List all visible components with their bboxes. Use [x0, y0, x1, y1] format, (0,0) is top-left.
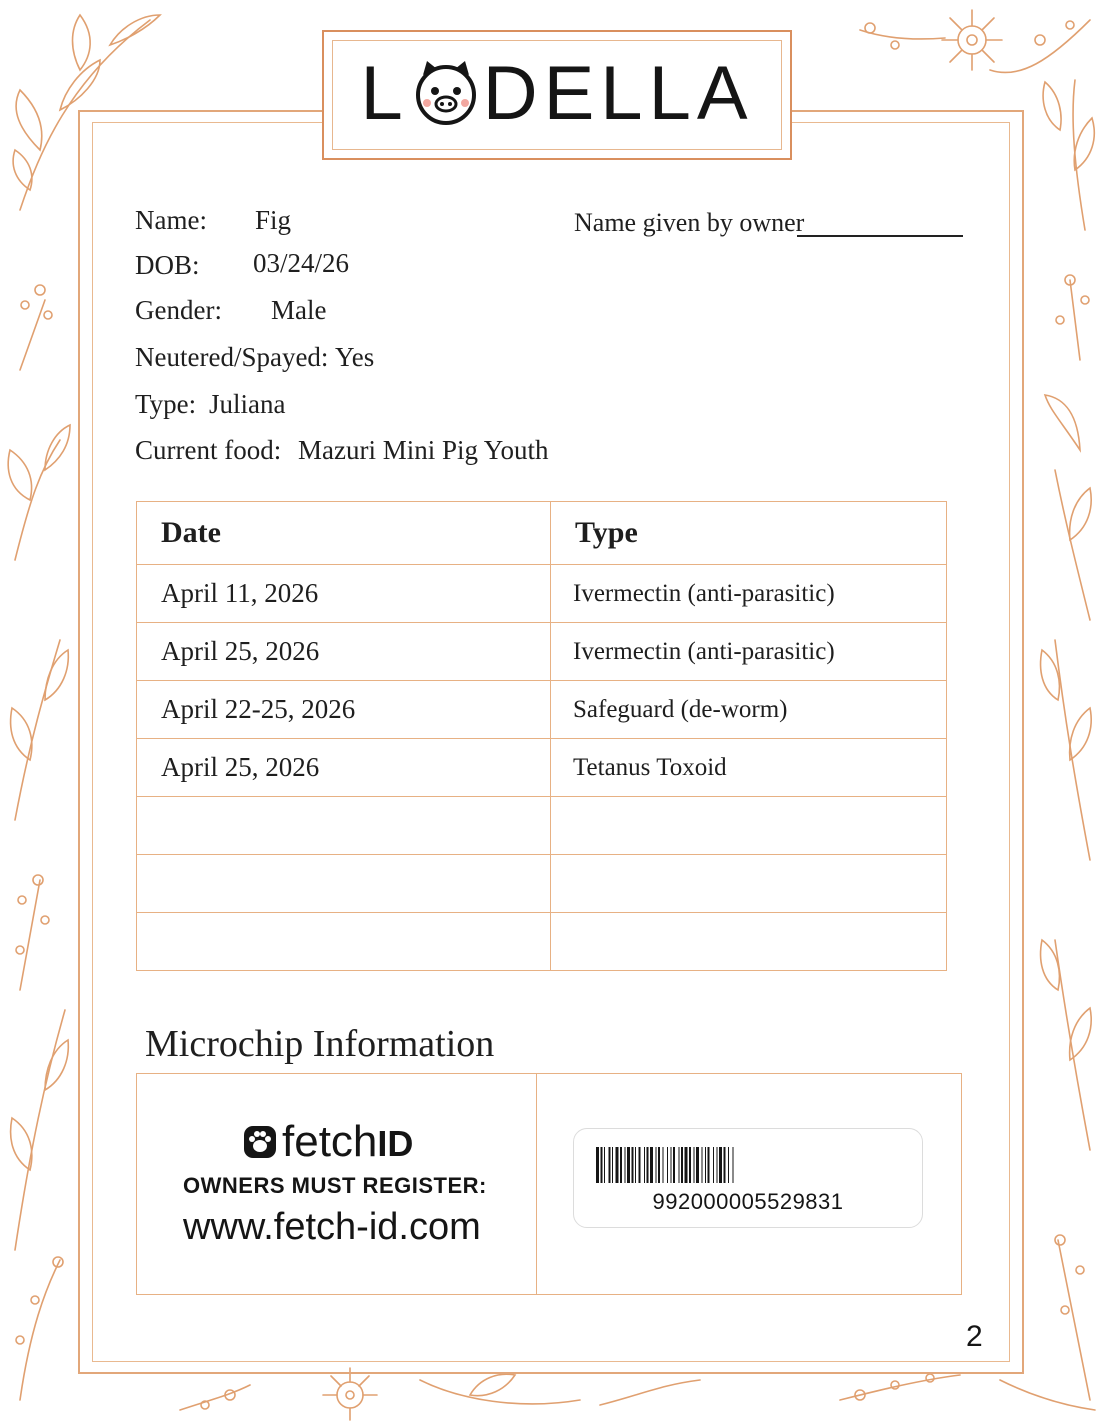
gender-value: Male [271, 295, 327, 325]
type-label: Type: [135, 389, 197, 419]
barcode-bar [663, 1147, 664, 1183]
barcode-bar [656, 1147, 657, 1183]
date-cell [137, 855, 551, 913]
barcode-bar [635, 1147, 636, 1183]
owner-name-field[interactable] [797, 235, 963, 237]
barcode-bar [609, 1147, 611, 1183]
barcode-bar [724, 1147, 726, 1183]
barcode-bar [689, 1147, 691, 1183]
barcode-bar [719, 1147, 722, 1183]
date-cell [137, 913, 551, 971]
barcode-bar [639, 1147, 641, 1183]
brand-logo [324, 51, 790, 136]
neutered-value: Yes [335, 342, 375, 372]
date-cell: April 22-25, 2026 [137, 681, 551, 739]
type-cell [551, 855, 947, 913]
barcode-bar [681, 1147, 683, 1183]
barcode-bar [601, 1147, 603, 1183]
register-notice: OWNERS MUST REGISTER: [183, 1173, 487, 1198]
fetch-brand-suffix: ID [377, 1123, 414, 1164]
pig-face-icon [413, 59, 479, 125]
table-row [137, 681, 947, 739]
register-website-link[interactable]: www.fetch-id.com [183, 1206, 481, 1248]
page-number: 2 [966, 1320, 983, 1353]
barcode-bar [627, 1147, 630, 1183]
barcode-icon [596, 1147, 896, 1187]
logo-text-left: L [360, 51, 409, 136]
barcode-bar [733, 1147, 734, 1183]
barcode-card [573, 1128, 923, 1228]
date-cell: April 11, 2026 [137, 565, 551, 623]
barcode-bar [679, 1147, 680, 1183]
barcode-bar [644, 1147, 645, 1183]
barcode-bar [702, 1147, 703, 1183]
type-column-header: Type [551, 502, 947, 565]
barcode-bar [713, 1147, 714, 1183]
barcode-bar [647, 1147, 649, 1183]
barcode-bar [596, 1147, 599, 1183]
type-cell: Ivermectin (anti-parasitic) [551, 623, 947, 681]
microchip-divider [536, 1073, 537, 1295]
barcode-bar [717, 1147, 718, 1183]
dob-value: 03/24/26 [253, 248, 350, 278]
type-cell: Safeguard (de-worm) [551, 681, 947, 739]
barcode-bar [625, 1147, 626, 1183]
type-cell: Tetanus Toxoid [551, 739, 947, 797]
dob-label: DOB: [135, 250, 200, 280]
barcode-bar [705, 1147, 706, 1183]
barcode-bar [728, 1147, 729, 1183]
treatment-table [136, 501, 947, 971]
barcode-bar [685, 1147, 688, 1183]
barcode-bar [696, 1147, 699, 1183]
table-row [137, 623, 947, 681]
table-row [137, 855, 947, 913]
date-cell [137, 797, 551, 855]
gender-label: Gender: [135, 295, 222, 325]
table-row [137, 565, 947, 623]
table-row [137, 797, 947, 855]
food-value: Mazuri Mini Pig Youth [298, 435, 549, 465]
barcode-bar [620, 1147, 622, 1183]
barcode-bar [673, 1147, 675, 1183]
paw-icon [242, 1124, 278, 1160]
table-header-row [137, 502, 947, 565]
table-row [137, 913, 947, 971]
name-label: Name: [135, 205, 207, 235]
logo-text-right: DELLA [482, 51, 754, 136]
neutered-label: Neutered/Spayed: [135, 342, 329, 372]
barcode-bar [658, 1147, 660, 1183]
barcode-bar [667, 1147, 668, 1183]
barcode-bar [671, 1147, 672, 1183]
barcode-bar [616, 1147, 619, 1183]
type-cell [551, 797, 947, 855]
barcode-bar [632, 1147, 634, 1183]
owner-name-label: Name given by owner [574, 208, 805, 237]
date-cell: April 25, 2026 [137, 739, 551, 797]
chip-number: 992000005529831 [652, 1189, 844, 1214]
type-value: Juliana [209, 389, 286, 419]
barcode-bar [650, 1147, 653, 1183]
logo-box [322, 30, 792, 160]
fetch-brand-text: fetch [282, 1117, 378, 1166]
barcode-bar [612, 1147, 613, 1183]
food-label: Current food: [135, 435, 282, 465]
name-value: Fig [255, 205, 292, 235]
type-cell [551, 913, 947, 971]
fetchid-logo [242, 1118, 413, 1166]
type-cell: Ivermectin (anti-parasitic) [551, 565, 947, 623]
table-row [137, 739, 947, 797]
microchip-title: Microchip Information [145, 1023, 495, 1065]
date-cell: April 25, 2026 [137, 623, 551, 681]
barcode-bar [694, 1147, 695, 1183]
date-column-header: Date [137, 502, 551, 565]
barcode-bar [708, 1147, 710, 1183]
barcode-bar [604, 1147, 605, 1183]
